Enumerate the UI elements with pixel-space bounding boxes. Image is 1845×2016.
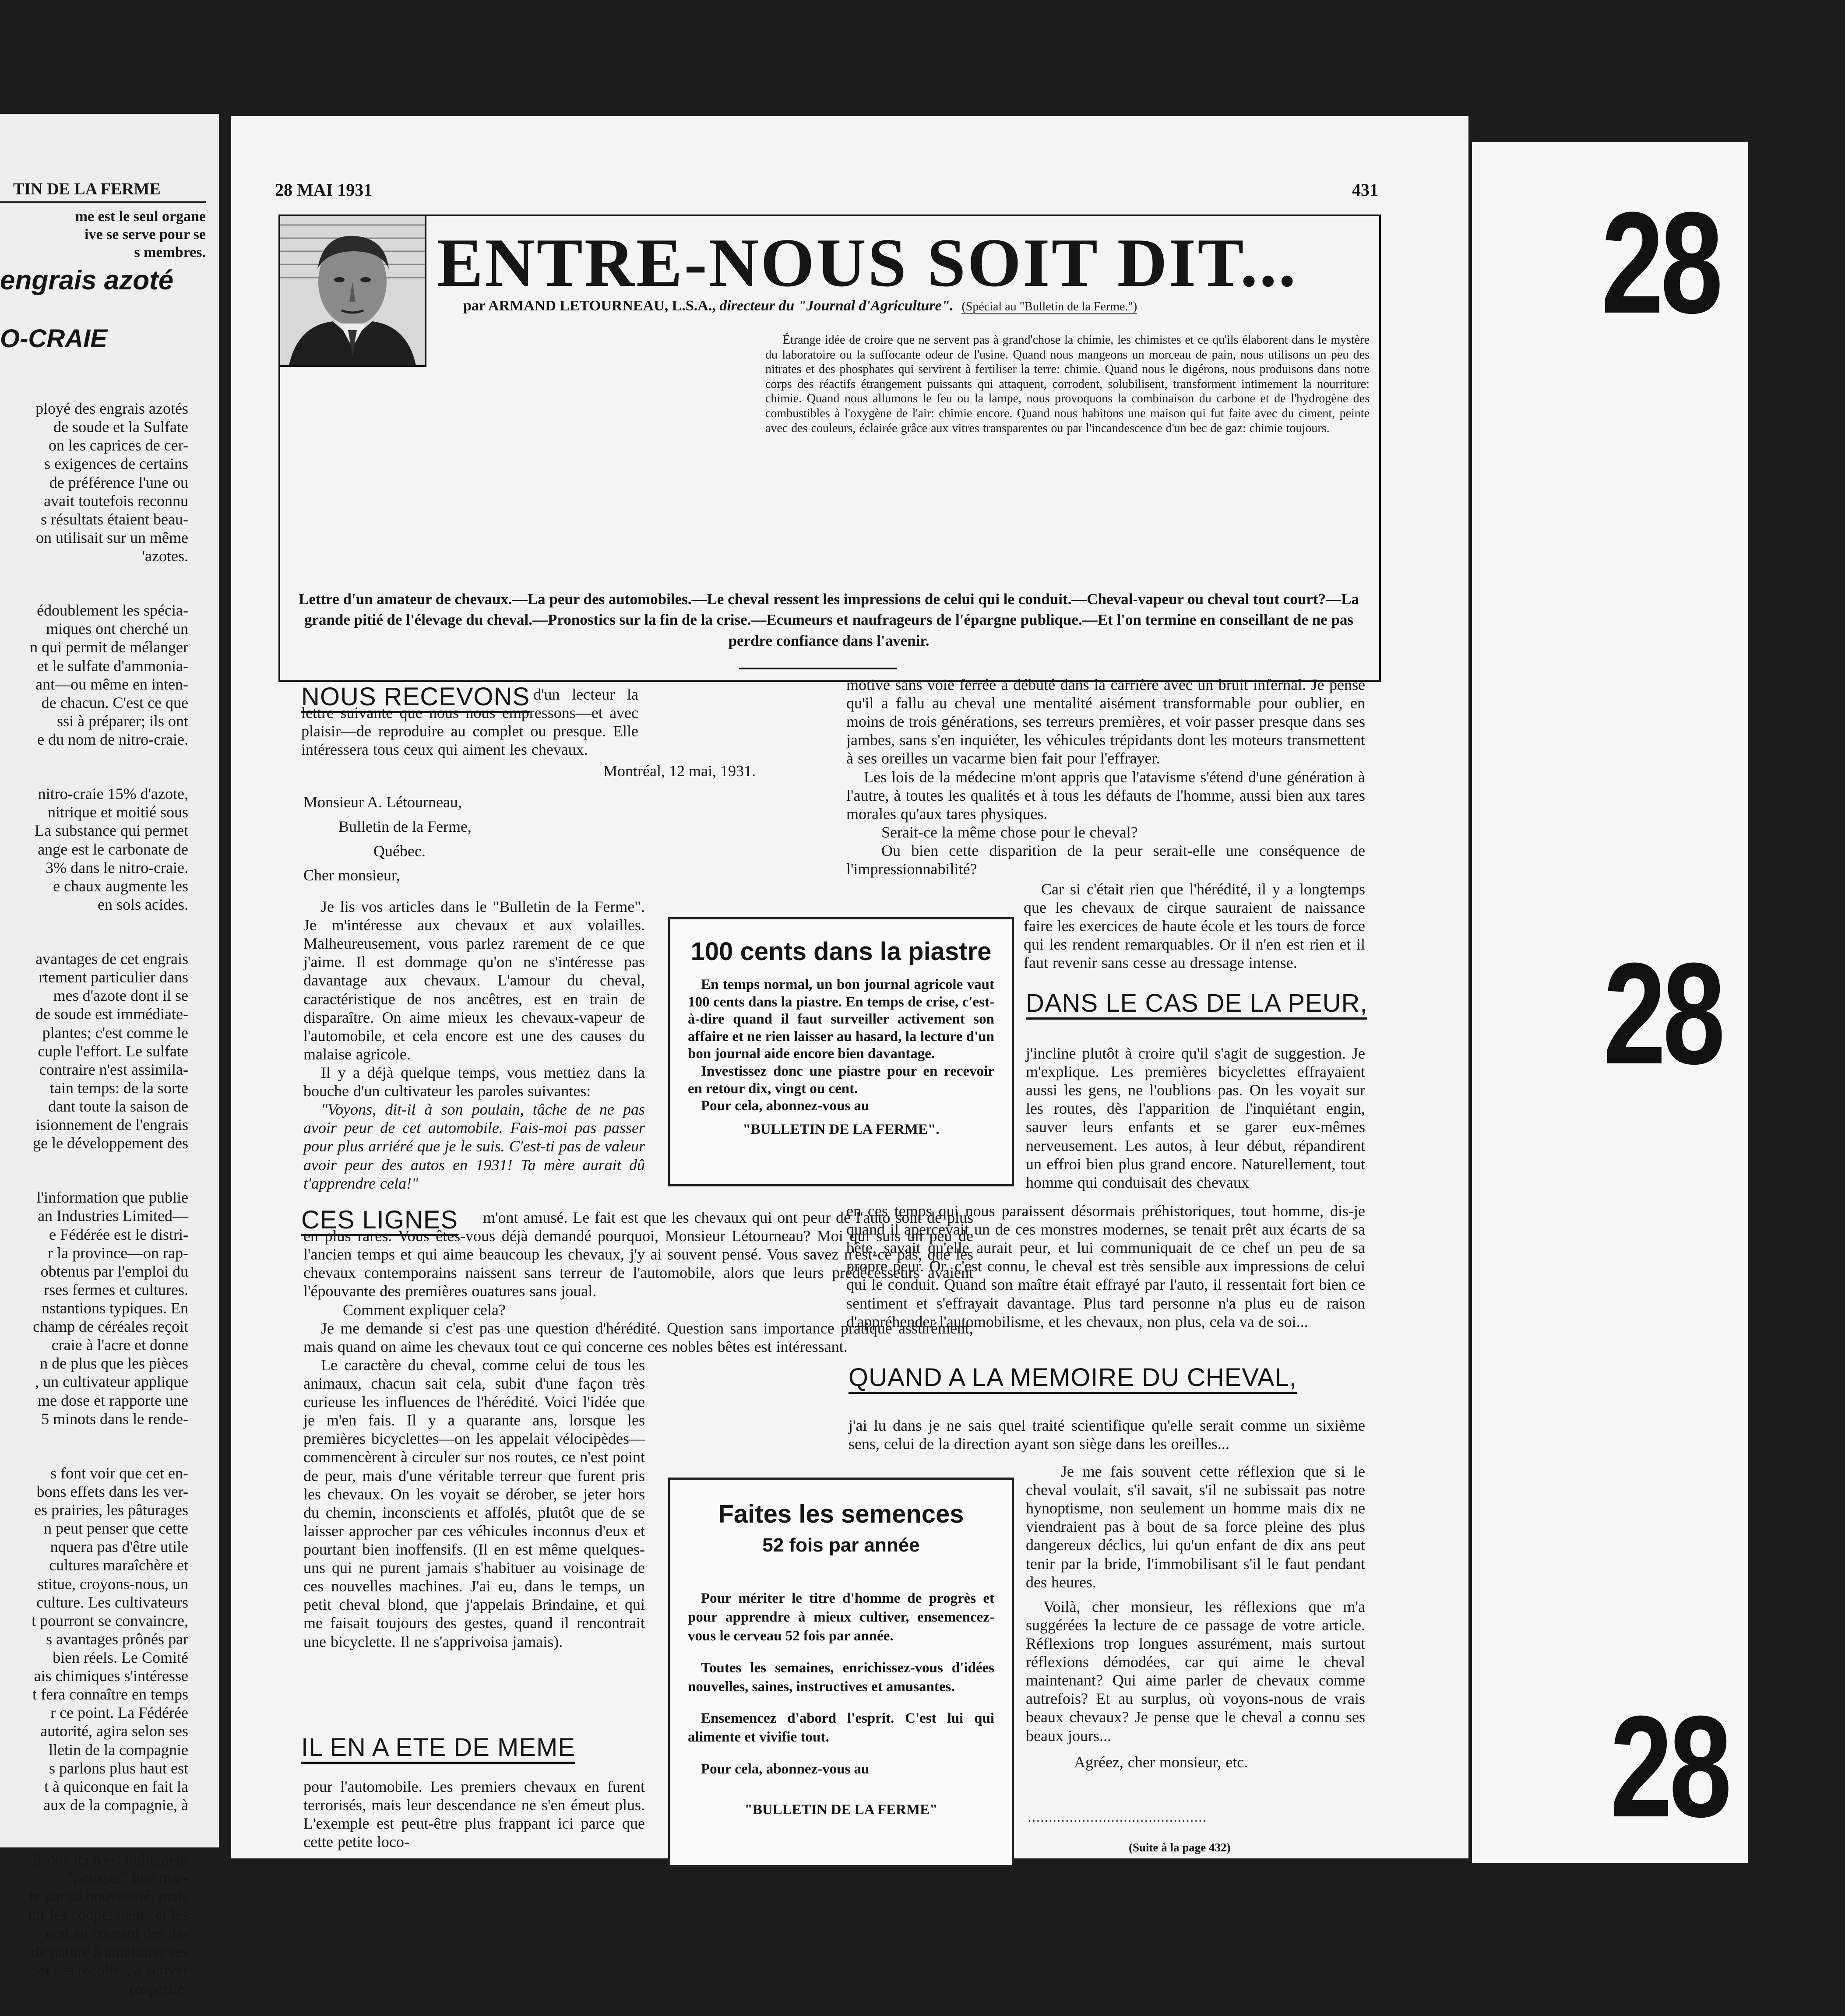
left-page-text (0, 381, 188, 2016)
box2-paragraph: "BULLETIN DE LA FERME" (744, 1802, 938, 1818)
box2-paragraph: Pour cela, abonnez-vous au (701, 1761, 870, 1777)
left-paragraph: lisons ici n'est nullement "pousser" une mar- te par sa nouveauté, mais nir les coopérateurs et les éral au courant des dé- de nature à améliorer ses ser ses récoltes, à activer rospérité. (28, 1851, 188, 1997)
col2-paragraph: Je me fais souvent cette réflexion que si le cheval voulait, s'il savait, s'il ne subissait pas notre hynoptisme, non seulement un homme mais dix ne viendraient pas à bout de sa force pleine des plus dangereux déclics, lui qu'un enfant de dix ans peut tenir par la bride, l'immobilisant s'il le faut pendant des heures. (1026, 1463, 1365, 1591)
left-paragraph: avantages de cet engrais rtement particulier dans mes d'azote dont il se de soude est immédiate- plantes; c'est comme le cuple l'effort. Le sulfate contraire n'est assimila- tain temps: de la sorte dant toute la saison de isionnement de l'engrais ge le développement des (33, 950, 188, 1152)
byline-role: directeur du "Journal d'Agriculture". (719, 298, 954, 314)
letter-dateline: Montréal, 12 mai, 1931. (603, 762, 756, 780)
col1-paragraph: Comment expliquer cela? (343, 1301, 506, 1319)
col1-intro (301, 685, 638, 759)
col2-text-c (1026, 1044, 1365, 1192)
left-paragraph: nitro-craie 15% d'azote, nitrique et moitié sous La substance qui permet ange est le carbonate de 3% dans le nitro-craie. e chaux augmente les en sols acides. (35, 785, 188, 913)
address-line: Bulletin de la Ferme, (338, 817, 472, 835)
left-page-intro (0, 208, 206, 261)
col1-paragraph: m'ont amusé. Le fait est que les chevaux qui ont peur de l'auto sont de plus en plus rares. Vous êtes-vous déjà demandé pourquoi, Monsieur Létourneau? Moi qui suis un peu de l'ancien temps et qui aime beaucoup les chevaux, j'y ai souvent pensé. Vous savez n'est-ce pas, que les chevaux contemporains naissent sans terreur de l'automobile, alors que leurs prédécesseurs avaient l'épouvante des premières ouatures sans joual. (303, 1209, 973, 1300)
col2-text-d (846, 1202, 1365, 1331)
heading-dans-le-cas: DANS LE CAS DE LA PEUR, (1026, 989, 1367, 1020)
col1-text-a (303, 897, 645, 1193)
closing-dots: ........................................... (1028, 1810, 1207, 1825)
col1-paragraph: Le caractère du cheval, comme celui de tous les animaux, chacun sait cela, subit d'une façon très curieuse les influences de l'hérédité. Voici l'idée que je m'en fais. Il y a quarante ans, lorsque les premières bicyclettes—on les appelait vélocipèdes—commencèrent à circuler sur nos routes, ce n'est point de peur, mais d'une véritable terreur que furent pris les chevaux. On les voyait se dérober, se jeter hors du chemin, inconscients et affolés, plutôt que de se laisser approcher par ces véhicules inconnus d'eux et pourtant bien inoffensifs. (Il en est même quelques-uns qui ne purent jamais s'habituer au voisinage de ces nouvelles machines. J'ai eu, dans le temps, un petit cheval blond, que j'appelais Brindaine, et qui me faisait toujours des gestes, quand il rencontrait une bicyclette. Il ne s'apprivoisa jamais). (303, 1356, 645, 1650)
left-page (0, 114, 219, 1997)
byline-author: par ARMAND LETOURNEAU, L.S.A., (463, 298, 716, 314)
byline-special: (Spécial au "Bulletin de la Ferme.") (961, 300, 1137, 313)
box2-body (688, 1589, 994, 1819)
box1-paragraph: Investissez donc une piastre pour en recevoir en retour dix, vingt ou cent. (688, 1063, 994, 1097)
box1-paragraph: Pour cela, abonnez-vous au (701, 1098, 870, 1114)
left-paragraph: édoublement les spécia- miques ont cherché un n qui permit de mélanger et le sulfate d'ammonia- ant—ou même en inten- de chacun. C'est ce que ssi à préparer; ils ont e du nom de nitro-craie. (30, 602, 188, 748)
heading-ces-lignes: CES LIGNES (301, 1206, 458, 1236)
col2-text-f (1026, 1462, 1365, 1771)
left-paragraph: ployé des engrais azotés de soude et la Sulfate on les caprices de cer- s exigences de certains de préférence l'une ou avait toutefois reconnu s résultats étaient beau- on utilisait sur un même 'azotes. (35, 400, 188, 565)
box2-title: Faites les semences (718, 1500, 964, 1528)
box2-paragraph: Toutes les semaines, enrichissez-vous d'idées nouvelles, saines, instructives et amusantes. (688, 1660, 994, 1695)
box1-paragraph: En temps normal, un bon journal agricole vaut 100 cents dans la piastre. En temps de crise, c'est-à-dire quand il faut surveiller activement son affaire et ne rien laisser au hasard, la lecture d'un bon journal aide encore bien davantage. (688, 977, 994, 1062)
col1-text-c (303, 1777, 645, 1851)
heading-nous-recevons: NOUS RECEVONS (301, 683, 530, 713)
heading-il-en-a-ete: IL EN A ETE DE MEME (301, 1734, 575, 1764)
col2-paragraph: en ces temps qui nous paraissent désormais préhistoriques, tout homme, dis-je quand il apercevait un de ces monstres modernes, se tenait prêt aux écarts de sa bête, savait qu'elle aurait peur, et lui communiquait de ce chef un peu de sa propre peur. Or, c'est connu, le cheval est très sensible aux impressions de celui qui le conduit. Quand son maître était effrayé par l'auto, il ressentait fort bien ce sentiment et s'effrayait davantage. Plus tard personne n'a plus eu de raison d'appréhender l'automobilisme, et les chevaux, non plus, cela va de soi... (846, 1202, 1365, 1330)
frame-marker: 28 (1603, 932, 1722, 1094)
heading-memoire-du-cheval: QUAND A LA MEMOIRE DU CHEVAL, (849, 1364, 1297, 1394)
col1-paragraph: Il y a déjà quelque temps, vous mettiez dans la bouche d'un cultivateur les paroles suivantes: (303, 1063, 645, 1100)
box1-title: 100 cents dans la piastre (690, 937, 992, 966)
page-number: 431 (1352, 180, 1378, 200)
col2-text-a (846, 676, 1365, 878)
col2-paragraph: Ou bien cette disparition de la peur serait-elle une conséquence de l'impressionnabilité? (846, 841, 1365, 878)
col2-paragraph: Voilà, cher monsieur, les réflexions que m'a suggérées la lecture de ce passage de votre article. Réflexions trop longues assurément, mais surtout réflexions démodées, car qui aime le cheval maintenant? Qui aime parler de chevaux comme autrefois? Et au surplus, où voyons-nous de vrais beaux chevaux? Je pense que le cheval a connu ses beaux jours... (1026, 1597, 1365, 1745)
letter-salutation: Cher monsieur, (303, 866, 400, 884)
intro-text: Étrange idée de croire que ne servent pas à grand'chose la chimie, les chimistes et ce qu'ils élaborent dans le mystère du laboratoire ou la suffocante odeur de l'usine. Quand nous mangeons un morceau de pain, nous utilisons un peu des nitrates et des phosphates qui servirent à fertiliser la terre: chimie. Quand nous le digérons, nous produisons dans notre corps des réactifs étrangement puissants qui attaquent, corrodent, solubilisent, transforment intimement la nourriture: chimie. Quand nous allumons le feu ou la lampe, nous provoquons la combinaison du carbone et de l'hydrogène des combustibles à l'oxygène de l'air: chimie encore. Quand nous habitons une maison qui fut faite avec du ciment, peinte avec des couleurs, éclairée grâce aux vitres transparentes ou par l'incandescence d'un bec de gaz: chimie toujours. (765, 333, 1370, 435)
address-line: Québec. (373, 842, 426, 860)
col2-paragraph: Car si c'était rien que l'hérédité, il y a longtemps que les chevaux de cirque sauraient de naissance faire les exercices de haute école et les tours de force qui les rendent remarquables. Or il n'en est rien et il faut revenir sans cesse au dressage intense. (1024, 880, 1365, 972)
main-page (231, 116, 1468, 1858)
continued-note: (Suite à la page 432) (1129, 1841, 1231, 1854)
address-line: Monsieur A. Létourneau, (303, 793, 462, 811)
frame-marker: 28 (1601, 182, 1720, 343)
left-page-subtitle: O-CRAIE (0, 324, 107, 353)
intro-paragraph (765, 333, 1370, 436)
box1-body (688, 976, 994, 1138)
promo-box-100-cents (668, 917, 1014, 1186)
summary-rule (739, 668, 897, 669)
page-date: 28 MAI 1931 (275, 180, 373, 200)
col2-text-e (849, 1416, 1365, 1453)
author-portrait (280, 216, 426, 367)
left-paragraph: l'information que publie an Industries Limited— e Fédérée est le distri- r la province—on rap- obtenus par l'emploi du rses fermes et cultures. nstantions typiques. En champ de céréales reçoit craie à l'acre et donne n de plus que les pièces , un cultivateur applique me dose et rapporte une 5 minots dans le rende- (33, 1189, 188, 1428)
portrait-image (280, 216, 425, 365)
box2-paragraph: Pour mériter le titre d'homme de progrès et pour apprendre à mieux cultiver, ensemencez-vous le cerveau 52 fois par année. (688, 1590, 994, 1644)
left-intro-line: me est le seul organe (75, 208, 206, 225)
left-page-title: engrais azoté (0, 265, 174, 296)
col2-text-b (1024, 880, 1365, 972)
byline (463, 298, 1137, 314)
col1-paragraph: Je me demande si c'est pas une question d'hérédité. Question sans importance pratique assurément, mais quand on aime les chevaux tout ce qui concerne ces nobles bêtes est intéressant. (303, 1319, 973, 1355)
box2-subtitle: 52 fois par année (762, 1534, 920, 1556)
article-title: ENTRE-NOUS SOIT DIT... (437, 225, 1298, 301)
col2-paragraph: j'ai lu dans je ne sais quel traité scientifique qu'elle serait comme un sixième sens, celui de la direction ayant son siège dans les oreilles... (849, 1417, 1365, 1453)
letter-address (303, 790, 472, 888)
promo-box-semences (668, 1478, 1014, 1867)
col1-paragraph: Je lis vos articles dans le "Bulletin de la Ferme". Je m'intéresse aux chevaux et aux volailles. Malheureusement, vous parlez rarement de ce que j'aime. Il est dommage qu'on ne s'intéresse pas davantage aux chevaux. L'amour du cheval, caractéristique de nos ancêtres, est en train de disparaître. On aime mieux les chevaux-vapeur de l'automobile, et cela encore est une des causes du malaise agricole. (303, 898, 645, 1063)
film-marker-strip (1472, 142, 1748, 1863)
col1-paragraph: pour l'automobile. Les premiers chevaux en furent terrorisés, mais leur descendance ne s'en émeut plus. L'exemple est peut-être plus frappant ici parce que cette petite loco- (303, 1778, 645, 1851)
col2-paragraph: j'incline plutôt à croire qu'il s'agit de suggestion. Je m'explique. Les premières bicyclettes effrayaient aussi les gens, ne l'oublions pas. On les voyait sur les routes, dès l'apparition de l'inquiétant engin, sauver leurs enfants et se garer eux-mêmes nerveusement. Les autos, à leur début, répandirent un effroi bien plus grand encore. Naturellement, tout homme qui conduisait des chevaux (1026, 1045, 1365, 1191)
box1-paragraph: "BULLETIN DE LA FERME". (743, 1121, 940, 1137)
col1-quote: "Voyons, dit-il à son poulain, tâche de ne pas avoir peur de cet automobile. Fais-moi pas passer pour plus arriéré que je le suis. C'est-ti pas de valeur avoir peur des autos en 1931! Ta mère aurait dû t'apprendre cela!" (303, 1101, 645, 1192)
box2-paragraph: Ensemencez d'abord l'esprit. C'est lui qui alimente et vivifie tout. (688, 1710, 994, 1745)
left-page-header: TIN DE LA FERME (13, 180, 161, 198)
frame-marker: 28 (1610, 1685, 1729, 1847)
letter-closing: Agréez, cher monsieur, etc. (1074, 1753, 1248, 1771)
left-intro-line: s membres. (134, 244, 206, 260)
left-intro-line: ive se serve pour se (85, 226, 206, 243)
left-paragraph: s font voir que cet en- bons effets dans les ver- es prairies, les pâturages n peut penser que cette nquera pas d'être utile cultures maraîchère et stitue, croyons-nous, un culture. Les cultivateurs t pourront se convaincre, s avantages prônés par bien réels. Le Comité ais chimiques s'intéresse t fera connaître en temps r ce point. La Fédérée autorité, agira selon ses lletin de la compagnie s parlons plus haut est t à quiconque en fait la aux de la compagnie, à (32, 1464, 188, 1814)
col2-paragraph: Les lois de la médecine m'ont appris que l'atavisme s'étend d'une génération à l'autre, à toutes les qualités et à tous les défauts de l'homme, aussi bien aux tares morales qu'aux tares physiques. (846, 768, 1365, 823)
col1-intro-text: d'un lecteur la lettre suivante que nous nous empressons—et avec plaisir—de reproduire au complet ou presque. Elle intéressera tous ceux qui aiment les chevaux. (301, 686, 638, 759)
article-summary: Lettre d'un amateur de chevaux.—La peur des automobiles.—Le cheval ressent les impressions de celui qui le conduit.—Cheval-vapeur ou cheval tout court?—La grande pitié de l'élevage du cheval.—Pronostics sur la fin de la crise.—Ecumeurs et naufrageurs de l'épargne publique.—Et l'on termine en conseillant de ne pas perdre confiance dans l'avenir. (299, 591, 1359, 649)
col2-paragraph: motive sans voie ferrée a débuté dans la carrière avec un bruit infernal. Je pense qu'il a fallu au cheval une mentalité aisément transformable pour oublier, en moins de trois générations, ses terreurs premières, et voir passer presque dans ses jambes, sans s'en inquiéter, les véhicules trépidants dont les moteurs transmettent à ses oreilles un vacarme bien fait pour l'effrayer. (846, 676, 1365, 767)
left-page-header-rule (0, 201, 206, 203)
col2-paragraph: Serait-ce la même chose pour le cheval? (881, 823, 1138, 841)
